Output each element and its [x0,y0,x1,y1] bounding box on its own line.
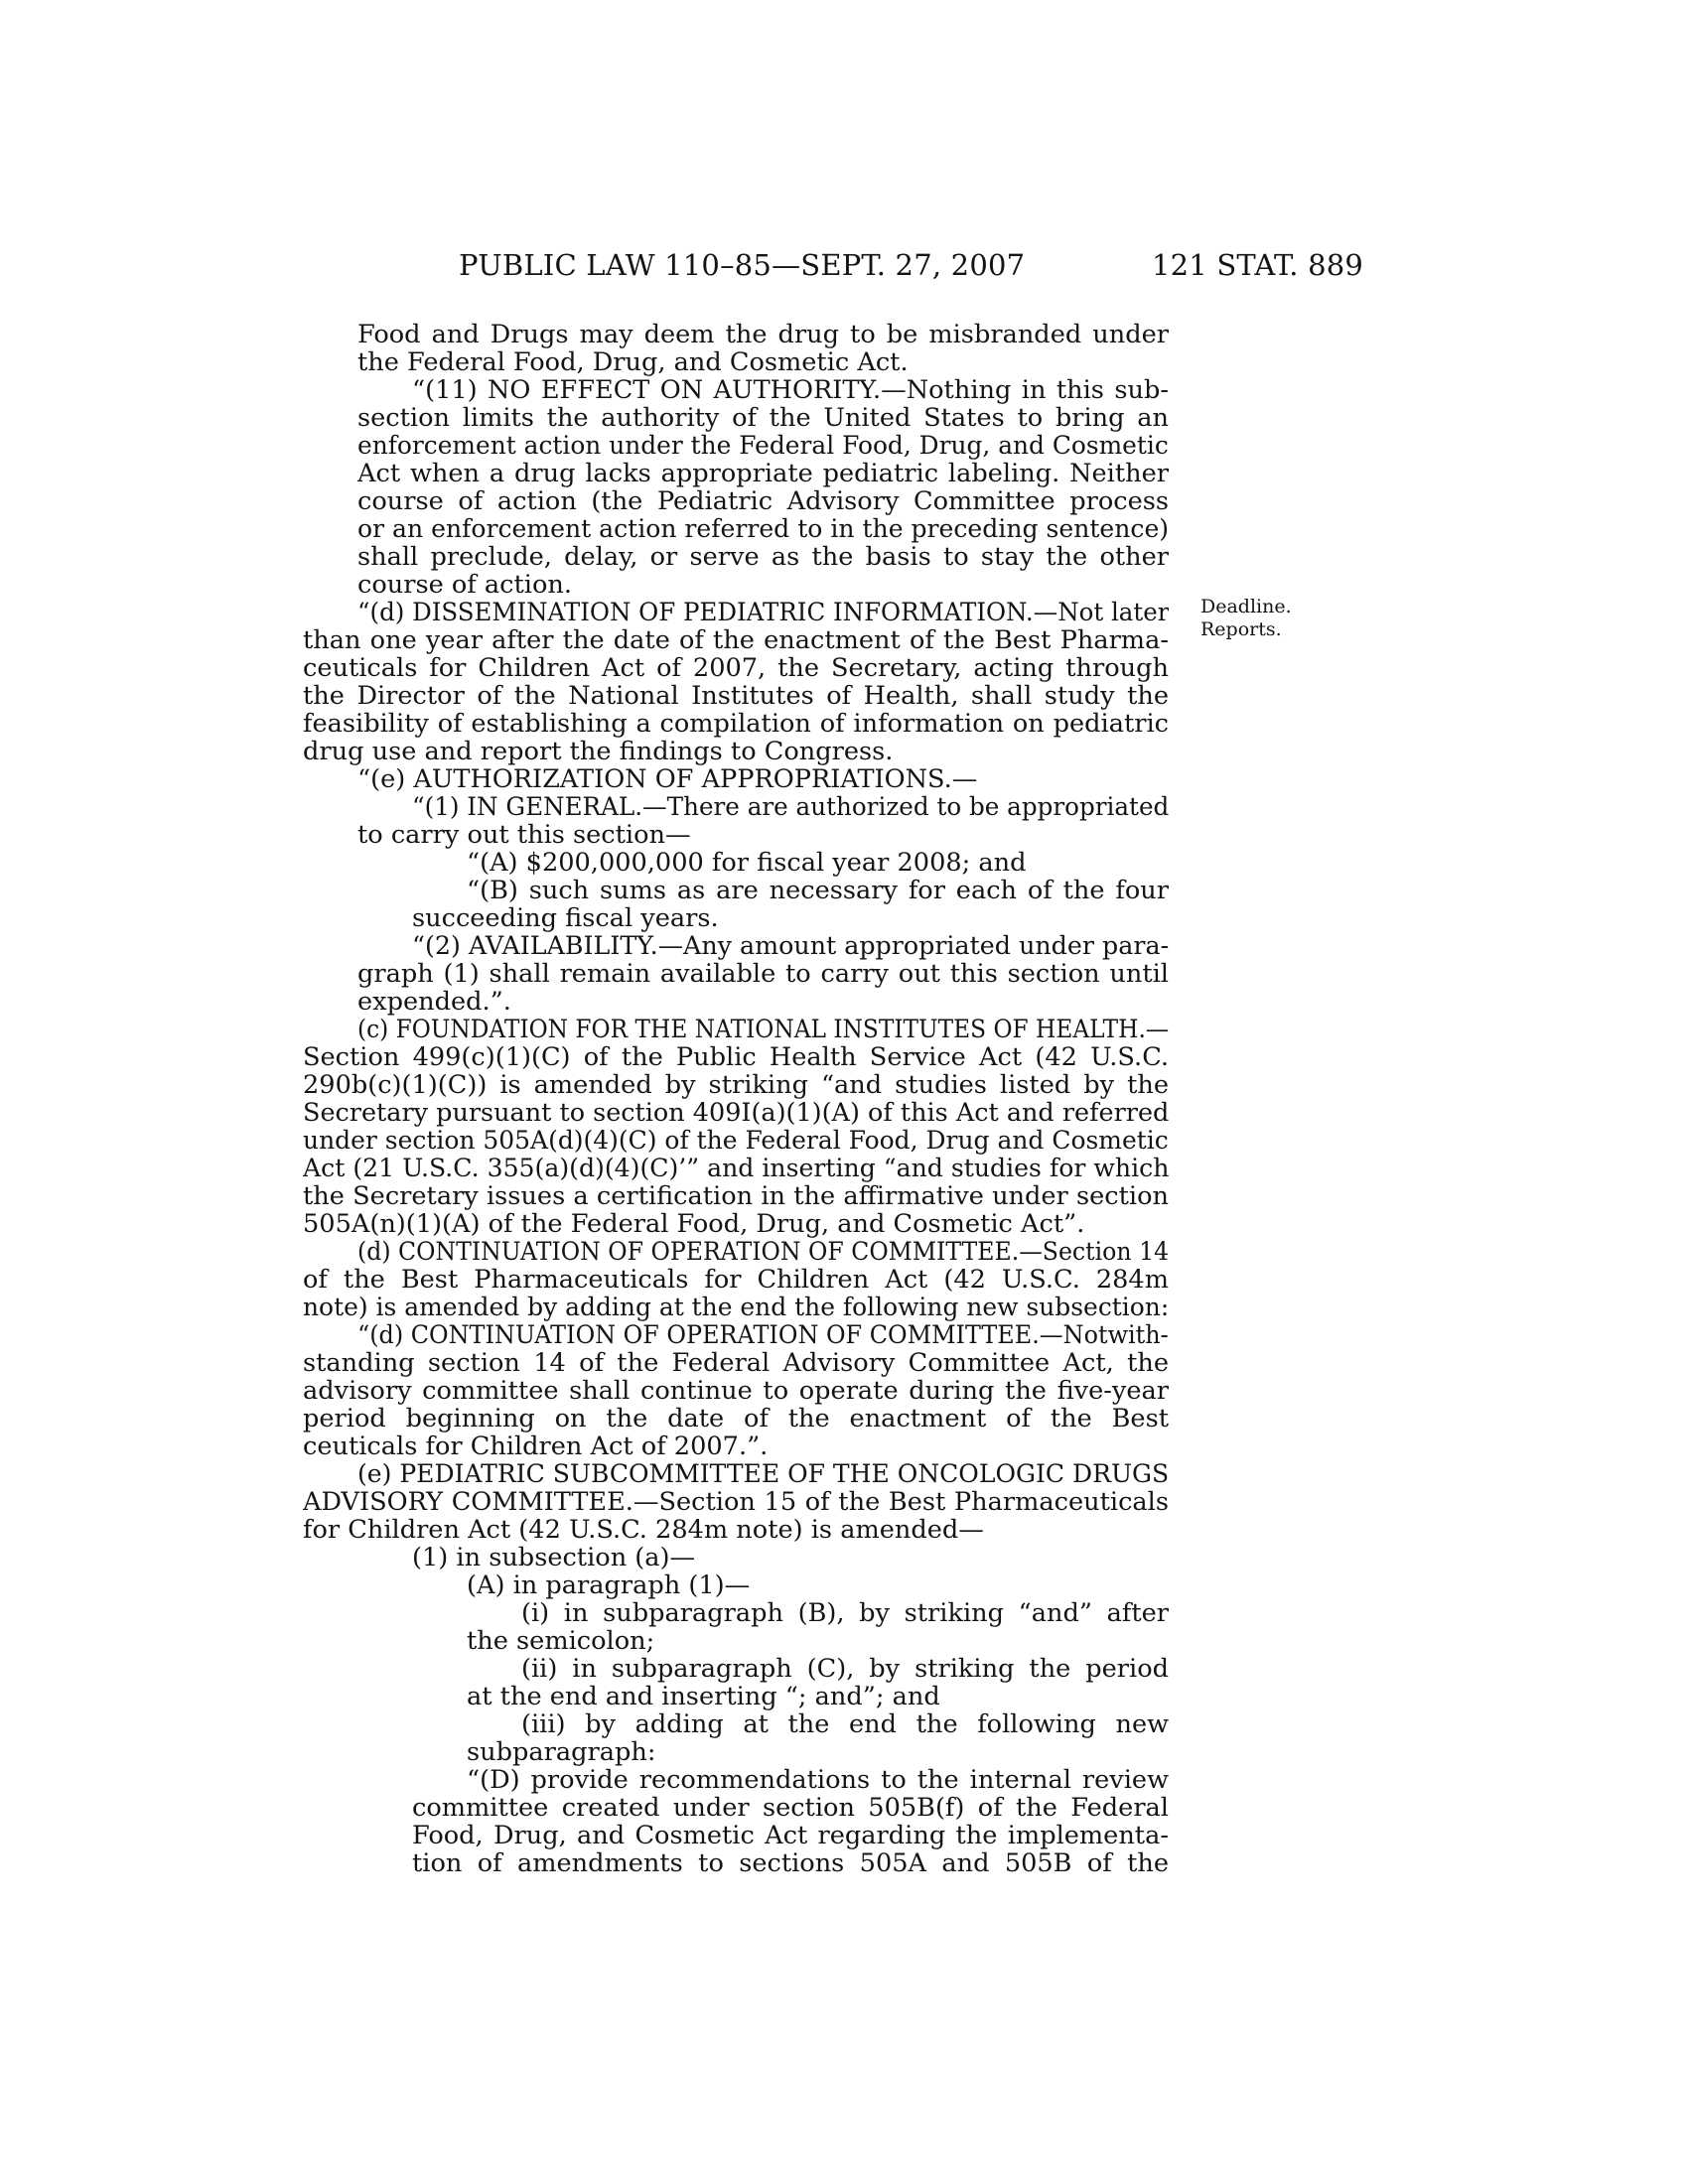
line-text: committee created under section 505B(f) of the Federal [412,1794,1169,1822]
line-text: “(A) $200,000,000 for fiscal year 2008; and [467,848,1027,878]
text-line [0,710,1688,738]
text-line [0,1460,1688,1488]
text-line [0,1794,1688,1822]
running-title: PUBLIC LAW 110–85—SEPT. 27, 2007 [459,248,1026,282]
text-line [0,1599,1688,1627]
line-text: (e) PEDIATRIC SUBCOMMITTEE OF THE ONCOLOGIC DRUGS [357,1460,1169,1488]
text-line [0,682,1688,710]
text-line [0,599,1688,626]
line-text: “(2) AVAILABILITY.—Any amount appropriated under para- [412,932,1169,960]
text-line [0,376,1688,404]
line-text: enforcement action under the Federal Food, Drug, and Cosmetic [357,432,1169,460]
line-text: tion of amendments to sections 505A and 505B of the [412,1849,1169,1877]
text-line [0,1127,1688,1155]
text-line [0,1433,1688,1460]
text-line [0,1016,1688,1043]
statute-page-number: 121 STAT. 889 [1152,248,1364,282]
line-text: section limits the authority of the United States to bring an [357,404,1169,432]
line-text: drug use and report the findings to Congress. [303,737,894,766]
text-line [0,1849,1688,1877]
text-line [0,1683,1688,1710]
line-text: note) is amended by adding at the end the following new subsection: [303,1294,1169,1321]
text-line [0,1349,1688,1377]
line-text: at the end and inserting “; and”; and [467,1682,940,1711]
line-text: Section 499(c)(1)(C) of the Public Health Service Act (42 U.S.C. [303,1043,1169,1071]
text-line [0,765,1688,793]
line-text: or an enforcement action referred to in the preceding sentence) [357,515,1169,543]
text-line [0,1738,1688,1766]
line-text: graph (1) shall remain available to carry out this section until [357,960,1169,988]
text-line [0,348,1688,376]
text-line [0,1321,1688,1349]
text-line [0,460,1688,487]
line-text: ceuticals for Children Act of 2007, the Secretary, acting through [303,654,1169,682]
text-line [0,1655,1688,1683]
text-line [0,1238,1688,1266]
text-line [0,1294,1688,1321]
line-text: 290b(c)(1)(C)) is amended by striking “and studies listed by the [303,1071,1169,1099]
text-line [0,988,1688,1016]
text-line [0,1155,1688,1182]
line-text: Food, Drug, and Cosmetic Act regarding the implementa- [412,1822,1169,1849]
text-line [0,849,1688,877]
line-text: “(11) NO EFFECT ON AUTHORITY.—Nothing in this sub- [412,376,1169,404]
line-text: course of action (the Pediatric Advisory Committee process [357,487,1169,515]
line-text: for Children Act (42 U.S.C. 284m note) is amended— [303,1515,984,1545]
line-text: “(B) such sums as are necessary for each of the four [467,877,1169,904]
text-line [0,543,1688,571]
text-line [0,821,1688,849]
line-text: Food and Drugs may deem the drug to be misbranded under [357,321,1169,348]
text-line [0,1516,1688,1544]
line-text: feasibility of establishing a compilation of information on pediatric [303,710,1169,738]
text-line [0,654,1688,682]
line-text: “(1) IN GENERAL.—There are authorized to be appropriated [412,793,1169,821]
text-line [0,1488,1688,1516]
line-text: ADVISORY COMMITTEE.—Section 15 of the Best Pharmaceuticals [303,1488,1169,1516]
page-header [0,248,1688,288]
text-line [0,1627,1688,1655]
line-text: expended.”. [357,987,511,1017]
line-text: subparagraph: [467,1737,656,1767]
margin-note-reports: Reports. [1200,618,1282,640]
text-line [0,1071,1688,1099]
text-line [0,1571,1688,1599]
line-text: (d) CONTINUATION OF OPERATION OF COMMITTEE.—Section 14 [357,1238,1169,1266]
line-text: Secretary pursuant to section 409I(a)(1)(A) of this Act and referred [303,1099,1169,1127]
text-line [0,1710,1688,1738]
text-line [0,1405,1688,1433]
text-line [0,321,1688,348]
line-text: the semicolon; [467,1626,655,1656]
line-text: Act when a drug lacks appropriate pediatric labeling. Neither [357,460,1169,487]
line-text: advisory committee shall continue to operate during the five-year [303,1377,1169,1405]
text-line [0,515,1688,543]
line-text: “(D) provide recommendations to the internal review [467,1766,1169,1794]
text-line [0,487,1688,515]
line-text: (i) in subparagraph (B), by striking “and” after [521,1599,1169,1627]
line-text: (ii) in subparagraph (C), by striking the period [521,1655,1169,1683]
text-line [0,571,1688,599]
text-line [0,1210,1688,1238]
text-line [0,1377,1688,1405]
text-line [0,877,1688,904]
text-line [0,793,1688,821]
text-line [0,1766,1688,1794]
line-text: period beginning on the date of the enactment of the Best [303,1405,1169,1433]
text-line [0,1266,1688,1294]
line-text: under section 505A(d)(4)(C) of the Federal Food, Drug and Cosmetic [303,1127,1169,1155]
line-text: succeeding fiscal years. [412,903,719,933]
text-line [0,432,1688,460]
margin-note-deadline: Deadline. [1200,596,1292,617]
line-text: course of action. [357,570,572,600]
text-line [0,932,1688,960]
line-text: the Director of the National Institutes of Health, shall study the [303,682,1169,710]
line-text: the Federal Food, Drug, and Cosmetic Act. [357,347,909,377]
text-line [0,960,1688,988]
text-line [0,904,1688,932]
line-text: “(d) DISSEMINATION OF PEDIATRIC INFORMATION.—Not later [357,599,1170,626]
text-line [0,738,1688,765]
line-text: than one year after the date of the enactment of the Best Pharma- [303,626,1169,654]
line-text: of the Best Pharmaceuticals for Children Act (42 U.S.C. 284m [303,1266,1169,1294]
line-text: the Secretary issues a certification in the affirmative under section [303,1182,1169,1210]
text-line [0,1043,1688,1071]
line-text: Act (21 U.S.C. 355(a)(d)(4)(C)’” and inserting “and studies for which [303,1155,1170,1182]
line-text: (c) FOUNDATION FOR THE NATIONAL INSTITUTES OF HEALTH.— [357,1016,1170,1043]
text-line [0,1544,1688,1571]
line-text: (A) in paragraph (1)— [467,1570,751,1600]
text-line [0,626,1688,654]
line-text: “(d) CONTINUATION OF OPERATION OF COMMITTEE.—Notwith- [357,1321,1169,1349]
line-text: (iii) by adding at the end the following new [521,1710,1169,1738]
line-text: standing section 14 of the Federal Advisory Committee Act, the [303,1349,1169,1377]
line-text: ceuticals for Children Act of 2007.”. [303,1432,769,1461]
line-text: to carry out this section— [357,820,691,850]
line-text: 505A(n)(1)(A) of the Federal Food, Drug, and Cosmetic Act”. [303,1209,1085,1239]
line-text: “(e) AUTHORIZATION OF APPROPRIATIONS.— [357,764,978,794]
line-text: (1) in subsection (a)— [412,1543,696,1572]
text-line [0,404,1688,432]
text-line [0,1182,1688,1210]
text-line [0,1099,1688,1127]
line-text: shall preclude, delay, or serve as the basis to stay the other [357,543,1169,571]
text-line [0,1822,1688,1849]
